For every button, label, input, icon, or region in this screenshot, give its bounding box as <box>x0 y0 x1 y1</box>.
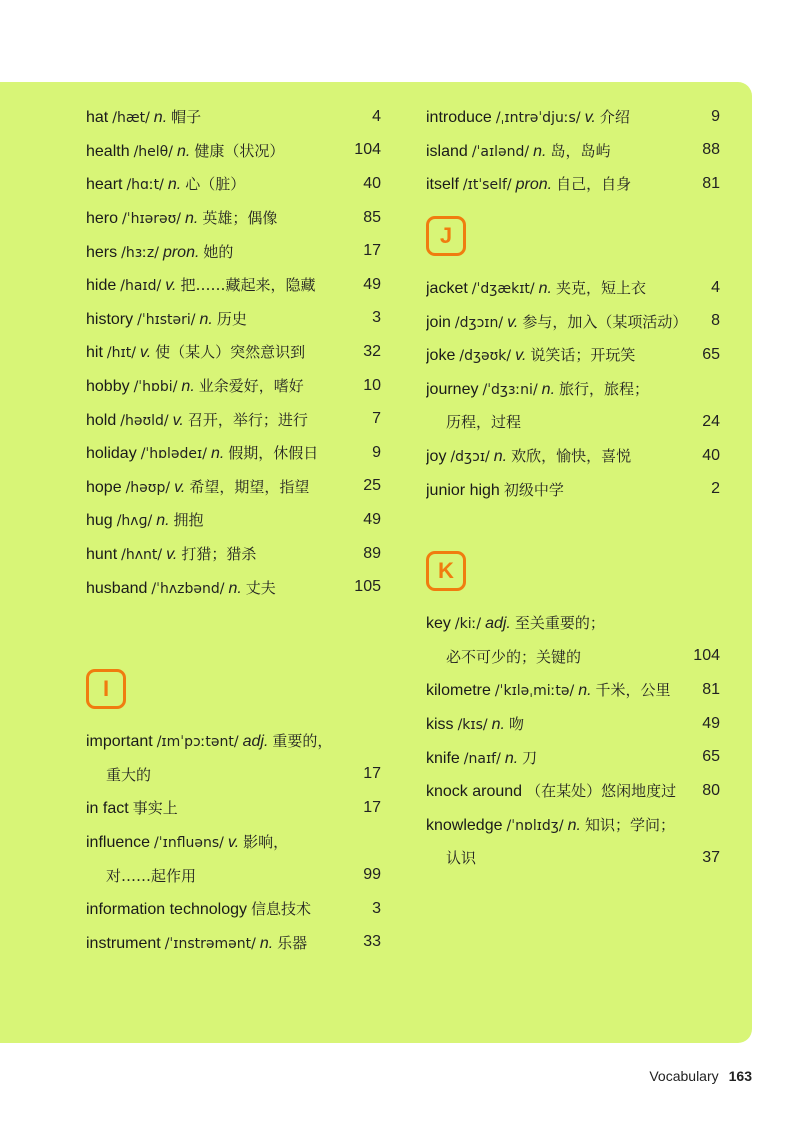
vocab-entry <box>426 338 720 372</box>
vocab-entry <box>426 167 720 201</box>
part-of-speech: n. <box>181 378 195 396</box>
entry-continuation <box>426 841 720 875</box>
pronunciation: /hʌɡ/ <box>116 513 153 530</box>
pronunciation: /ˈhɒlədeɪ/ <box>140 446 207 463</box>
entry-text <box>86 764 151 785</box>
pronunciation: /ˈhɪərəʊ/ <box>122 211 182 228</box>
entry-text <box>426 411 521 432</box>
letter-heading-row <box>426 201 720 271</box>
pronunciation: /ˈdʒɜːni/ <box>482 381 538 398</box>
definition: 说笑话；开玩笑 <box>530 346 636 365</box>
entry-text <box>86 476 309 497</box>
page-ref: 104 <box>354 141 381 159</box>
headword: hunt <box>86 546 118 564</box>
pronunciation: /dʒɔɪn/ <box>454 314 504 331</box>
page-ref: 89 <box>363 544 381 562</box>
entry-continuation <box>426 640 720 674</box>
entry-text <box>86 140 284 161</box>
headword: introduce <box>426 109 492 127</box>
headword: health <box>86 142 130 160</box>
section-gap <box>86 604 381 654</box>
page-ref: 17 <box>363 798 381 816</box>
entry-continuation <box>86 758 381 792</box>
entry-text <box>426 780 676 801</box>
pronunciation: /ˈhʌzbənd/ <box>151 580 225 597</box>
page-ref: 88 <box>702 141 720 159</box>
pronunciation: /hɪt/ <box>106 345 136 362</box>
page-ref: 49 <box>702 714 720 732</box>
vocab-entry <box>86 369 381 403</box>
entry-text <box>426 140 611 161</box>
entry-text <box>426 173 631 194</box>
entry-text <box>86 274 316 295</box>
entry-text <box>86 865 196 886</box>
page-ref: 4 <box>711 278 720 296</box>
page-ref: 80 <box>702 781 720 799</box>
vocab-entry <box>426 304 720 338</box>
entry-text <box>426 344 635 365</box>
part-of-speech: v. <box>166 546 178 564</box>
part-of-speech: n. <box>541 380 556 398</box>
footer-section-title: Vocabulary <box>649 1068 719 1084</box>
page-ref: 32 <box>363 342 381 360</box>
headword: itself <box>426 176 459 194</box>
entry-text <box>426 679 671 700</box>
definition: 英雄；偶像 <box>202 209 278 228</box>
headword: knock around <box>426 783 523 801</box>
part-of-speech: pron. <box>515 176 553 194</box>
definition: 旅行，旅程； <box>559 379 650 398</box>
letter-heading-row <box>426 536 720 606</box>
definition: 希望，期望，指望 <box>189 477 310 496</box>
page-ref: 3 <box>372 899 381 917</box>
part-of-speech: n. <box>259 934 274 952</box>
headword: information technology <box>86 901 247 919</box>
part-of-speech: n. <box>578 682 592 700</box>
headword: instrument <box>86 934 161 952</box>
page-ref: 24 <box>702 412 720 430</box>
definition: 影响， <box>243 832 289 851</box>
pronunciation: /ˈhɒbi/ <box>133 379 178 396</box>
definition: 拥抱 <box>173 511 204 530</box>
vocab-entry <box>86 402 381 436</box>
part-of-speech: n. <box>491 716 505 734</box>
vocab-entry <box>86 302 381 336</box>
vocab-entry <box>86 537 381 571</box>
definition: 必不可少的；关键的 <box>446 647 582 666</box>
entry-text <box>426 747 537 768</box>
entry-text <box>86 442 318 463</box>
headword: journey <box>426 380 479 398</box>
vocab-entry <box>426 100 720 134</box>
definition: （在某处）悠闲地度过 <box>526 782 677 801</box>
letter-heading-k: K <box>426 551 466 591</box>
definition: 业余爱好，嗜好 <box>198 377 304 396</box>
part-of-speech: n. <box>504 749 519 767</box>
headword: jacket <box>426 280 468 298</box>
definition: 至关重要的； <box>514 614 605 633</box>
headword: hope <box>86 478 122 496</box>
page-footer <box>649 1068 752 1084</box>
vocab-entry <box>426 774 720 808</box>
part-of-speech: v. <box>227 833 240 851</box>
entry-text <box>426 612 605 633</box>
page-ref: 40 <box>363 174 381 192</box>
pronunciation: /ˈaɪlənd/ <box>471 143 530 160</box>
vocab-entry <box>86 268 381 302</box>
part-of-speech: n. <box>210 445 225 463</box>
entry-text <box>426 847 476 868</box>
headword: hat <box>86 109 109 127</box>
definition: 帽子 <box>171 108 202 127</box>
definition: 历史 <box>216 309 247 328</box>
part-of-speech: n. <box>538 280 552 298</box>
pronunciation: /hʌnt/ <box>121 547 163 564</box>
page-ref: 3 <box>372 309 381 327</box>
definition: 吻 <box>508 715 524 734</box>
definition: 使（某人）突然意识到 <box>155 343 306 362</box>
entry-text <box>86 797 178 818</box>
page-ref: 9 <box>372 443 381 461</box>
vocab-entry <box>86 724 381 758</box>
vocab-entry <box>86 134 381 168</box>
vocab-entry <box>86 825 381 859</box>
definition: 信息技术 <box>250 900 311 919</box>
page-ref: 10 <box>363 376 381 394</box>
definition: 欢欣，愉快，喜悦 <box>511 447 632 466</box>
page-ref: 40 <box>702 446 720 464</box>
page-ref: 49 <box>363 275 381 293</box>
part-of-speech: v. <box>172 411 184 429</box>
part-of-speech: n. <box>176 142 191 160</box>
definition: 健康（状况） <box>194 141 285 160</box>
vocab-entry <box>426 808 720 842</box>
page-number: 163 <box>728 1068 752 1084</box>
headword: in fact <box>86 800 129 818</box>
entry-text <box>86 730 332 751</box>
definition: 把……藏起来，隐藏 <box>180 276 316 295</box>
part-of-speech: n. <box>156 512 170 530</box>
vocab-entry <box>86 503 381 537</box>
vocab-entry <box>426 439 720 473</box>
left-column <box>86 100 381 959</box>
part-of-speech: n. <box>199 310 213 328</box>
definition: 打猎；猎杀 <box>181 545 257 564</box>
headword: kiss <box>426 716 454 734</box>
entry-text <box>86 341 305 362</box>
entry-text <box>426 445 631 466</box>
vocab-entry <box>426 472 720 506</box>
letter-heading-i: I <box>86 669 126 709</box>
entry-text <box>86 543 256 564</box>
entry-text <box>426 311 687 332</box>
entry-continuation <box>86 858 381 892</box>
pronunciation: /helθ/ <box>133 143 173 160</box>
pronunciation: /hɑːt/ <box>126 177 164 194</box>
page-ref: 65 <box>702 345 720 363</box>
i-entries <box>86 724 381 959</box>
entry-text <box>86 173 245 194</box>
headword: hold <box>86 411 117 429</box>
vocab-entry <box>86 201 381 235</box>
part-of-speech: n. <box>153 109 168 127</box>
definition: 夹克，短上衣 <box>555 279 646 298</box>
vocab-entry <box>426 134 720 168</box>
page-ref: 8 <box>711 312 720 330</box>
headword: important <box>86 733 153 751</box>
headword: knife <box>426 749 460 767</box>
pronunciation: /həʊld/ <box>120 412 169 429</box>
pronunciation: /kiː/ <box>454 616 482 633</box>
vocab-entry <box>426 673 720 707</box>
section-gap <box>426 506 720 536</box>
page-ref: 25 <box>363 477 381 495</box>
vocab-entry <box>86 570 381 604</box>
entry-text <box>426 277 646 298</box>
headword: kilometre <box>426 682 491 700</box>
part-of-speech: n. <box>167 176 182 194</box>
definition: 假期，休假日 <box>228 444 319 463</box>
headword: influence <box>86 833 151 851</box>
h-entries <box>86 100 381 604</box>
definition: 历程，过程 <box>446 413 522 432</box>
letter-heading-row <box>86 654 381 724</box>
part-of-speech: v. <box>515 347 527 365</box>
vocab-entry <box>86 436 381 470</box>
page-ref: 65 <box>702 748 720 766</box>
entry-text <box>86 898 311 919</box>
pronunciation: /dʒəʊk/ <box>459 348 512 365</box>
vocab-entry <box>426 707 720 741</box>
part-of-speech: v. <box>174 478 186 496</box>
definition: 召开，举行；进行 <box>187 410 308 429</box>
part-of-speech: n. <box>493 448 508 466</box>
part-of-speech: v. <box>507 313 519 331</box>
definition: 丈夫 <box>245 578 276 597</box>
i-entries-continued <box>426 100 720 201</box>
entry-text <box>86 375 304 396</box>
definition: 心（脏） <box>185 175 246 194</box>
entry-text <box>426 814 675 835</box>
entry-text <box>86 106 201 127</box>
part-of-speech: v. <box>584 109 596 127</box>
pronunciation: /hæt/ <box>112 110 150 127</box>
definition: 参与，加入（某项活动） <box>522 312 688 331</box>
vocab-entry <box>426 271 720 305</box>
definition: 知识；学问； <box>584 815 675 834</box>
headword: hobby <box>86 378 130 396</box>
headword: history <box>86 310 134 328</box>
entry-text <box>86 577 276 598</box>
j-entries <box>426 271 720 506</box>
definition: 乐器 <box>277 933 308 952</box>
page-ref: 9 <box>711 107 720 125</box>
pronunciation: /ɪtˈself/ <box>462 177 512 194</box>
part-of-speech: adj. <box>485 615 511 633</box>
pronunciation: /ɪmˈpɔːtənt/ <box>156 734 239 751</box>
vocab-entry <box>86 791 381 825</box>
headword: knowledge <box>426 816 503 834</box>
pronunciation: /haɪd/ <box>120 278 162 295</box>
part-of-speech: v. <box>139 344 152 362</box>
page-ref: 105 <box>354 578 381 596</box>
definition: 她的 <box>203 242 234 261</box>
letter-heading-j: J <box>426 216 466 256</box>
pronunciation: /ˈɪnstrəmənt/ <box>164 935 256 952</box>
page-ref: 17 <box>363 765 381 783</box>
entry-text <box>426 378 649 399</box>
definition: 自己，自身 <box>556 175 632 194</box>
part-of-speech: pron. <box>162 243 200 261</box>
page-ref: 37 <box>702 848 720 866</box>
pronunciation: /ˈdʒækɪt/ <box>471 281 535 298</box>
entry-text <box>86 207 277 228</box>
entry-text <box>426 479 564 500</box>
entry-text <box>426 646 581 667</box>
headword: heart <box>86 176 123 194</box>
right-column <box>426 100 720 875</box>
vocab-entry <box>86 892 381 926</box>
page-ref: 4 <box>372 107 381 125</box>
page-ref: 7 <box>372 410 381 428</box>
headword: hug <box>86 512 113 530</box>
pronunciation: /hɜːz/ <box>121 244 159 261</box>
entry-text <box>86 509 204 530</box>
pronunciation: /ˈhɪstəri/ <box>137 311 196 328</box>
vocab-entry <box>86 925 381 959</box>
page-ref: 85 <box>363 208 381 226</box>
pronunciation: /naɪf/ <box>463 750 501 767</box>
headword: joy <box>426 448 447 466</box>
page-ref: 49 <box>363 510 381 528</box>
page-ref: 33 <box>363 933 381 951</box>
part-of-speech: n. <box>533 142 547 160</box>
vocab-entry <box>86 100 381 134</box>
headword: hit <box>86 344 103 362</box>
pronunciation: /ˈkɪləˌmiːtə/ <box>494 683 575 700</box>
vocab-entry <box>86 335 381 369</box>
entry-text <box>86 241 233 262</box>
headword: hers <box>86 243 118 261</box>
headword: hero <box>86 210 119 228</box>
vocab-entry <box>86 470 381 504</box>
vocab-entry <box>426 740 720 774</box>
page-ref: 104 <box>693 647 720 665</box>
definition: 刀 <box>522 748 538 767</box>
pronunciation: /həʊp/ <box>125 479 171 496</box>
pronunciation: /ˈnɒlɪdʒ/ <box>506 817 564 834</box>
definition: 千米，公里 <box>595 681 671 700</box>
headword: island <box>426 142 468 160</box>
vocab-entry <box>426 606 720 640</box>
page-ref: 99 <box>363 866 381 884</box>
vocab-entry <box>426 372 720 406</box>
vocab-entry <box>86 234 381 268</box>
entry-text <box>86 409 308 430</box>
pronunciation: /ˌɪntrəˈdjuːs/ <box>495 110 581 127</box>
definition: 对……起作用 <box>106 866 197 885</box>
k-entries <box>426 606 720 875</box>
entry-text <box>86 932 307 953</box>
part-of-speech: adj. <box>242 733 269 751</box>
part-of-speech: n. <box>185 210 199 228</box>
page-ref: 81 <box>702 174 720 192</box>
pronunciation: /kɪs/ <box>457 717 488 734</box>
entry-continuation <box>426 405 720 439</box>
part-of-speech: n. <box>567 816 581 834</box>
entry-text <box>426 106 630 127</box>
entry-text <box>86 831 288 852</box>
headword: junior high <box>426 481 500 499</box>
vocab-entry <box>86 167 381 201</box>
headword: hide <box>86 277 117 295</box>
definition: 认识 <box>446 849 477 868</box>
pronunciation: /ˈɪnfluəns/ <box>154 834 224 851</box>
entry-text <box>86 308 247 329</box>
page-ref: 81 <box>702 680 720 698</box>
headword: joke <box>426 347 456 365</box>
definition: 重要的， <box>272 732 333 751</box>
definition: 初级中学 <box>503 480 564 499</box>
definition: 介绍 <box>599 108 630 127</box>
part-of-speech: n. <box>228 579 242 597</box>
headword: holiday <box>86 445 137 463</box>
part-of-speech: v. <box>165 277 177 295</box>
headword: join <box>426 313 451 331</box>
pronunciation: /dʒɔɪ/ <box>450 449 490 466</box>
definition: 事实上 <box>132 799 178 818</box>
definition: 重大的 <box>106 765 152 784</box>
entry-text <box>426 713 524 734</box>
page-ref: 17 <box>363 242 381 260</box>
headword: key <box>426 615 451 633</box>
page-ref: 2 <box>711 480 720 498</box>
headword: husband <box>86 579 148 597</box>
definition: 岛，岛屿 <box>550 141 611 160</box>
